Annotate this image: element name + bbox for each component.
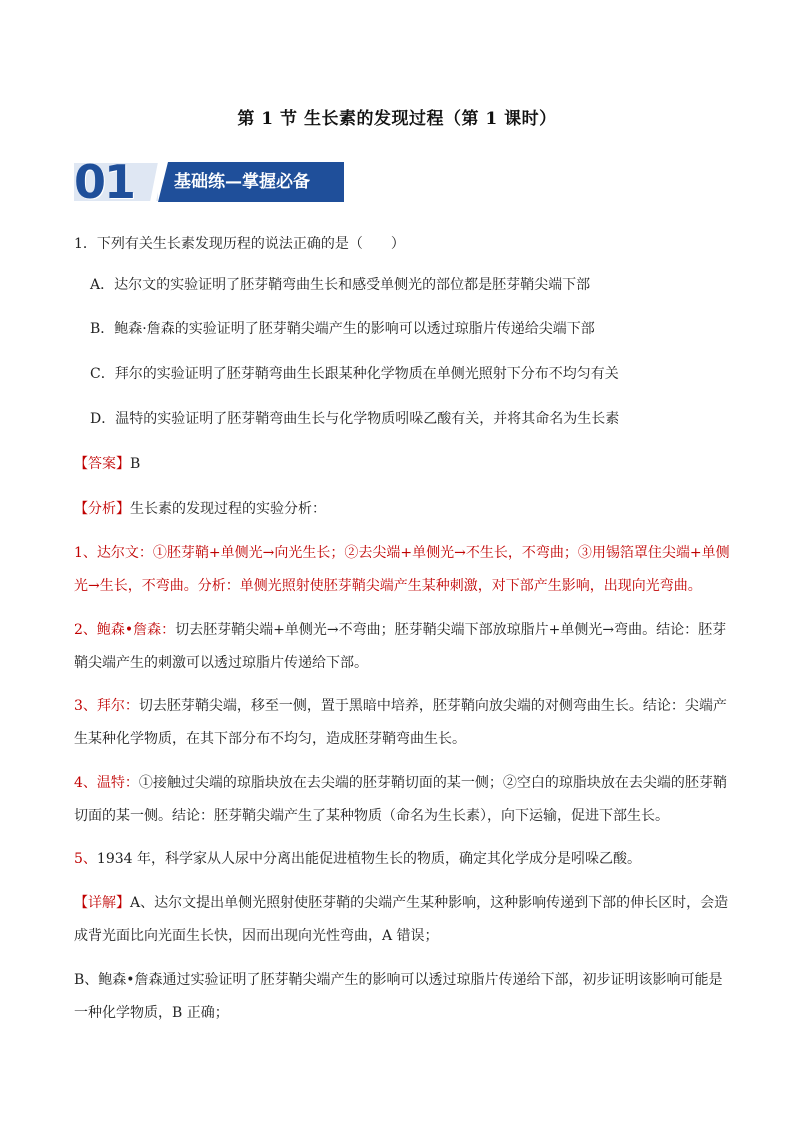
- analysis-item-1: [74, 537, 734, 603]
- analysis-tag: 【分析】: [74, 501, 130, 517]
- analysis-item-3-head: 3、拜尔：: [74, 698, 139, 714]
- option-c: C．拜尔的实验证明了胚芽鞘弯曲生长跟某种化学物质在单侧光照射下分布不均匀有关: [90, 366, 619, 382]
- analysis-intro: 生长素的发现过程的实验分析：: [130, 501, 326, 517]
- detail-line-a: [74, 887, 734, 953]
- option-b: B．鲍森·詹森的实验证明了胚芽鞘尖端产生的影响可以透过琼脂片传递给尖端下部: [90, 321, 595, 337]
- option-d: D．温特的实验证明了胚芽鞘弯曲生长与化学物质吲哚乙酸有关，并将其命名为生长素: [90, 411, 620, 427]
- answer-value: B: [130, 456, 141, 472]
- analysis-item-3-body: 切去胚芽鞘尖端，移至一侧，置于黑暗中培养，胚芽鞘向放尖端的对侧弯曲生长。结论：尖端产生某种化学物质，在其下部分布不均匀，造成胚芽鞘弯曲生长。: [74, 698, 727, 747]
- analysis-item-4-body: ①接触过尖端的琼脂块放在去尖端的胚芽鞘切面的某一侧；②空白的琼脂块放在去尖端的胚芽鞘切面的某一侧。结论：胚芽鞘尖端产生了某种物质（命名为生长素），向下运输，促进下部生长。: [74, 775, 727, 824]
- detail-tag: 【详解】: [74, 895, 130, 911]
- analysis-item-5: [74, 843, 734, 876]
- analysis-item-1-body: ①胚芽鞘+单侧光→向光生长；②去尖端+单侧光→不生长，不弯曲；③用锡箔罩住尖端+单侧光→生长，不弯曲。分析：单侧光照射使胚芽鞘尖端产生某种刺激，对下部产生影响，出现向光弯曲。: [74, 545, 730, 594]
- analysis-intro-line: [74, 496, 326, 522]
- analysis-item-4-head: 4、温特：: [74, 775, 139, 791]
- analysis-item-2: [74, 614, 734, 680]
- answer-line: [74, 451, 140, 477]
- question-stem: 1．下列有关生长素发现历程的说法正确的是（ ）: [74, 236, 405, 252]
- analysis-item-1-head: 1、达尔文：: [74, 545, 153, 561]
- detail-line-b: B、鲍森•詹森通过实验证明了胚芽鞘尖端产生的影响可以透过琼脂片传递给下部，初步证明该影响可能是一种化学物质，B 正确；: [74, 972, 723, 1021]
- analysis-item-2-body: 切去胚芽鞘尖端+单侧光→不弯曲；胚芽鞘尖端下部放琼脂片+单侧光→弯曲。结论：胚芽鞘尖端产生的刺激可以透过琼脂片传递给下部。: [74, 622, 727, 671]
- option-a: A．达尔文的实验证明了胚芽鞘弯曲生长和感受单侧光的部位都是胚芽鞘尖端下部: [90, 277, 591, 293]
- banner-label: 基础练—掌握必备: [174, 172, 310, 192]
- detail-a-text: A、达尔文提出单侧光照射使胚芽鞘的尖端产生某种影响，这种影响传递到下部的伸长区时，会造成背光面比向光面生长快，因而出现向光性弯曲，A 错误；: [74, 895, 729, 944]
- analysis-item-4: [74, 767, 734, 833]
- banner-number: 01: [74, 155, 135, 209]
- analysis-item-3: [74, 690, 734, 756]
- answer-tag: 【答案】: [74, 456, 130, 472]
- page-title: 第 1 节 生长素的发现过程（第 1 课时）: [237, 109, 557, 129]
- analysis-item-5-head: 5、: [74, 851, 97, 867]
- section-banner: [74, 155, 344, 209]
- analysis-item-2-head: 2、鲍森•詹森：: [74, 622, 176, 638]
- analysis-item-5-body: 1934 年，科学家从人尿中分离出能促进植物生长的物质，确定其化学成分是吲哚乙酸。: [96, 851, 641, 867]
